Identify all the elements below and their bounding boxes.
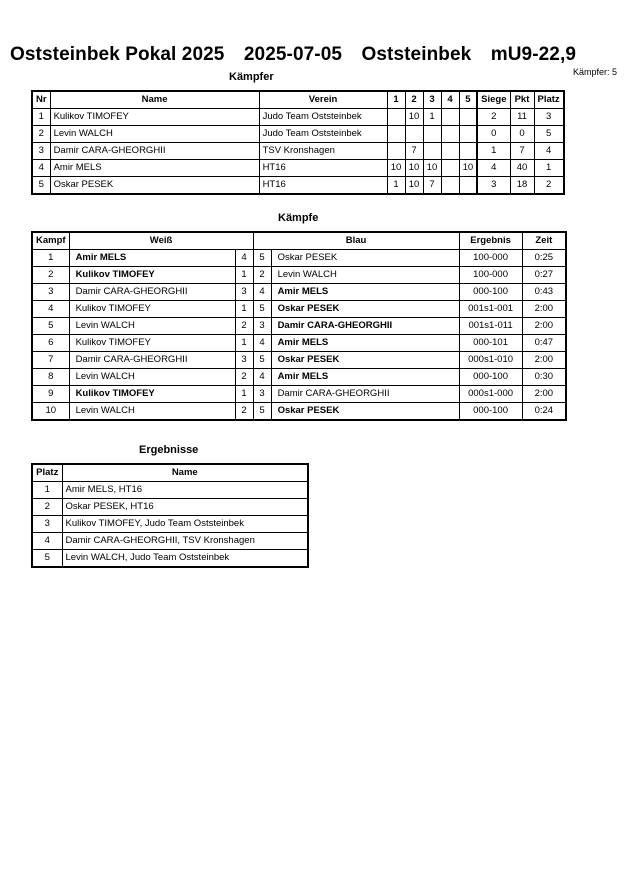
fighter-count: Kämpfer: 5 xyxy=(572,67,617,77)
blue-number: 4 xyxy=(253,284,271,301)
table-cell: 4 xyxy=(32,160,50,177)
table-cell: 1 xyxy=(423,109,441,126)
table-cell: 7 xyxy=(405,143,423,160)
table-cell: Levin WALCH xyxy=(50,126,259,143)
table-cell: 3 xyxy=(32,143,50,160)
result-place: 2 xyxy=(32,499,62,516)
table-row xyxy=(32,267,566,284)
column-header: 1 xyxy=(387,91,405,109)
fight-result: 000-100 xyxy=(459,369,522,386)
white-fighter: Amir MELS xyxy=(69,250,235,267)
column-header: 2 xyxy=(405,91,423,109)
fight-number: 9 xyxy=(32,386,69,403)
table-cell: 4 xyxy=(477,160,510,177)
column-header: Platz xyxy=(32,464,62,482)
table-cell: 10 xyxy=(405,160,423,177)
table-cell: TSV Kronshagen xyxy=(259,143,387,160)
result-place: 3 xyxy=(32,516,62,533)
blue-number: 3 xyxy=(253,386,271,403)
fight-number: 10 xyxy=(32,403,69,421)
table-cell: Damir CARA-GHEORGHII xyxy=(50,143,259,160)
table-row xyxy=(32,177,564,195)
fight-time: 0:24 xyxy=(522,403,566,421)
column-header: Platz xyxy=(534,91,564,109)
fight-result: 000s1-010 xyxy=(459,352,522,369)
white-fighter: Levin WALCH xyxy=(69,318,235,335)
blue-fighter: Oskar PESEK xyxy=(271,352,459,369)
table-cell xyxy=(441,109,459,126)
white-number: 2 xyxy=(235,318,253,335)
table-cell: 7 xyxy=(423,177,441,195)
fight-result: 000-100 xyxy=(459,403,522,421)
fight-time: 2:00 xyxy=(522,318,566,335)
fight-result: 001s1-011 xyxy=(459,318,522,335)
table-row xyxy=(32,352,566,369)
table-row xyxy=(32,301,566,318)
table-cell xyxy=(423,126,441,143)
table-cell: 1 xyxy=(477,143,510,160)
table-row xyxy=(32,482,308,499)
fighters-header-row xyxy=(32,91,564,109)
tournament-name: Oststeinbek Pokal 2025 xyxy=(10,44,225,65)
result-name: Kulikov TIMOFEY, Judo Team Oststeinbek xyxy=(62,516,308,533)
table-row xyxy=(32,318,566,335)
table-row xyxy=(32,109,564,126)
fight-result: 000-100 xyxy=(459,284,522,301)
fight-time: 2:00 xyxy=(522,301,566,318)
column-header: Name xyxy=(62,464,308,482)
table-cell: 40 xyxy=(510,160,534,177)
white-number: 2 xyxy=(235,403,253,421)
table-cell: 5 xyxy=(32,177,50,195)
fight-time: 2:00 xyxy=(522,386,566,403)
table-row xyxy=(32,250,566,267)
table-cell xyxy=(441,177,459,195)
table-row xyxy=(32,335,566,352)
fight-number: 8 xyxy=(32,369,69,386)
fight-number: 3 xyxy=(32,284,69,301)
result-name: Levin WALCH, Judo Team Oststeinbek xyxy=(62,550,308,568)
white-fighter: Levin WALCH xyxy=(69,403,235,421)
table-cell: 0 xyxy=(477,126,510,143)
table-cell xyxy=(405,126,423,143)
table-cell: 10 xyxy=(423,160,441,177)
fight-number: 7 xyxy=(32,352,69,369)
blue-number: 5 xyxy=(253,352,271,369)
fight-number: 4 xyxy=(32,301,69,318)
result-place: 4 xyxy=(32,533,62,550)
white-number: 1 xyxy=(235,335,253,352)
blue-fighter: Damir CARA-GHEORGHII xyxy=(271,318,459,335)
column-header: Nr xyxy=(32,91,50,109)
table-row xyxy=(32,516,308,533)
table-cell xyxy=(387,126,405,143)
table-cell: 2 xyxy=(477,109,510,126)
table-cell: 10 xyxy=(387,160,405,177)
column-header: Blau xyxy=(253,232,459,250)
column-header: Ergebnis xyxy=(459,232,522,250)
fight-result: 000s1-000 xyxy=(459,386,522,403)
table-cell: 1 xyxy=(534,160,564,177)
table-cell: 18 xyxy=(510,177,534,195)
blue-fighter: Levin WALCH xyxy=(271,267,459,284)
table-cell: 7 xyxy=(510,143,534,160)
white-fighter: Damir CARA-GHEORGHII xyxy=(69,284,235,301)
table-cell xyxy=(441,143,459,160)
blue-number: 5 xyxy=(253,403,271,421)
fighters-table xyxy=(31,90,565,195)
table-cell: 0 xyxy=(510,126,534,143)
table-cell xyxy=(387,143,405,160)
column-header: Verein xyxy=(259,91,387,109)
table-cell: HT16 xyxy=(259,160,387,177)
fights-table xyxy=(31,231,567,421)
blue-number: 3 xyxy=(253,318,271,335)
white-fighter: Kulikov TIMOFEY xyxy=(69,386,235,403)
table-cell xyxy=(459,177,477,195)
white-number: 2 xyxy=(235,369,253,386)
white-number: 4 xyxy=(235,250,253,267)
results-table xyxy=(31,463,309,568)
table-row xyxy=(32,386,566,403)
table-cell: Judo Team Oststeinbek xyxy=(259,126,387,143)
table-cell: 4 xyxy=(534,143,564,160)
white-fighter: Kulikov TIMOFEY xyxy=(69,301,235,318)
table-cell: Kulikov TIMOFEY xyxy=(50,109,259,126)
white-fighter: Kulikov TIMOFEY xyxy=(69,267,235,284)
table-row xyxy=(32,369,566,386)
fight-number: 1 xyxy=(32,250,69,267)
blue-number: 2 xyxy=(253,267,271,284)
blue-number: 4 xyxy=(253,369,271,386)
table-cell: 11 xyxy=(510,109,534,126)
fight-result: 001s1-001 xyxy=(459,301,522,318)
table-cell: 2 xyxy=(32,126,50,143)
table-cell: Judo Team Oststeinbek xyxy=(259,109,387,126)
table-row xyxy=(32,126,564,143)
white-number: 1 xyxy=(235,301,253,318)
fight-number: 2 xyxy=(32,267,69,284)
column-header: Zeit xyxy=(522,232,566,250)
page-title xyxy=(10,44,622,66)
white-fighter: Levin WALCH xyxy=(69,369,235,386)
column-header: Kampf xyxy=(32,232,69,250)
table-cell: 1 xyxy=(387,177,405,195)
results-header-row xyxy=(32,464,308,482)
fights-body xyxy=(32,250,566,421)
fighters-body xyxy=(32,109,564,195)
table-row xyxy=(32,160,564,177)
table-cell: 1 xyxy=(32,109,50,126)
blue-fighter: Oskar PESEK xyxy=(271,403,459,421)
table-cell: 5 xyxy=(534,126,564,143)
blue-fighter: Amir MELS xyxy=(271,335,459,352)
column-header: Name xyxy=(50,91,259,109)
column-header: 5 xyxy=(459,91,477,109)
table-cell xyxy=(441,160,459,177)
fight-time: 0:30 xyxy=(522,369,566,386)
fight-result: 100-000 xyxy=(459,267,522,284)
table-cell xyxy=(423,143,441,160)
column-header: 4 xyxy=(441,91,459,109)
table-cell xyxy=(459,126,477,143)
white-number: 1 xyxy=(235,267,253,284)
table-cell: 3 xyxy=(477,177,510,195)
table-cell: 10 xyxy=(405,177,423,195)
tournament-location: Oststeinbek xyxy=(361,44,472,65)
result-place: 1 xyxy=(32,482,62,499)
result-name: Oskar PESEK, HT16 xyxy=(62,499,308,516)
column-header: Pkt xyxy=(510,91,534,109)
result-name: Amir MELS, HT16 xyxy=(62,482,308,499)
blue-fighter: Amir MELS xyxy=(271,284,459,301)
fight-time: 0:43 xyxy=(522,284,566,301)
fight-result: 100-000 xyxy=(459,250,522,267)
table-cell: Amir MELS xyxy=(50,160,259,177)
column-header: Weiß xyxy=(69,232,253,250)
table-row xyxy=(32,284,566,301)
weight-class: mU9-22,9 xyxy=(490,44,577,65)
table-row xyxy=(32,403,566,421)
fighters-heading: Kämpfer xyxy=(229,71,274,83)
fight-time: 0:47 xyxy=(522,335,566,352)
blue-fighter: Amir MELS xyxy=(271,369,459,386)
blue-number: 5 xyxy=(253,250,271,267)
results-body xyxy=(32,482,308,568)
table-row xyxy=(32,533,308,550)
table-cell xyxy=(387,109,405,126)
fight-number: 6 xyxy=(32,335,69,352)
fight-number: 5 xyxy=(32,318,69,335)
table-row xyxy=(32,143,564,160)
results-heading: Ergebnisse xyxy=(139,444,199,456)
fight-time: 2:00 xyxy=(522,352,566,369)
table-cell: 2 xyxy=(534,177,564,195)
table-cell: HT16 xyxy=(259,177,387,195)
table-cell: 10 xyxy=(405,109,423,126)
fight-time: 0:25 xyxy=(522,250,566,267)
table-row xyxy=(32,550,308,568)
blue-fighter: Damir CARA-GHEORGHII xyxy=(271,386,459,403)
fights-heading: Kämpfe xyxy=(278,212,319,224)
table-cell xyxy=(441,126,459,143)
blue-number: 5 xyxy=(253,301,271,318)
blue-fighter: Oskar PESEK xyxy=(271,250,459,267)
white-number: 1 xyxy=(235,386,253,403)
white-number: 3 xyxy=(235,284,253,301)
fights-header-row xyxy=(32,232,566,250)
tournament-date: 2025-07-05 xyxy=(243,44,343,65)
table-row xyxy=(32,499,308,516)
white-fighter: Damir CARA-GHEORGHII xyxy=(69,352,235,369)
white-fighter: Kulikov TIMOFEY xyxy=(69,335,235,352)
blue-fighter: Oskar PESEK xyxy=(271,301,459,318)
result-name: Damir CARA-GHEORGHII, TSV Kronshagen xyxy=(62,533,308,550)
table-cell xyxy=(459,143,477,160)
table-cell xyxy=(459,109,477,126)
result-place: 5 xyxy=(32,550,62,568)
column-header: 3 xyxy=(423,91,441,109)
blue-number: 4 xyxy=(253,335,271,352)
table-cell: 10 xyxy=(459,160,477,177)
table-cell: 3 xyxy=(534,109,564,126)
table-cell: Oskar PESEK xyxy=(50,177,259,195)
column-header: Siege xyxy=(477,91,510,109)
fight-time: 0:27 xyxy=(522,267,566,284)
fight-result: 000-101 xyxy=(459,335,522,352)
white-number: 3 xyxy=(235,352,253,369)
